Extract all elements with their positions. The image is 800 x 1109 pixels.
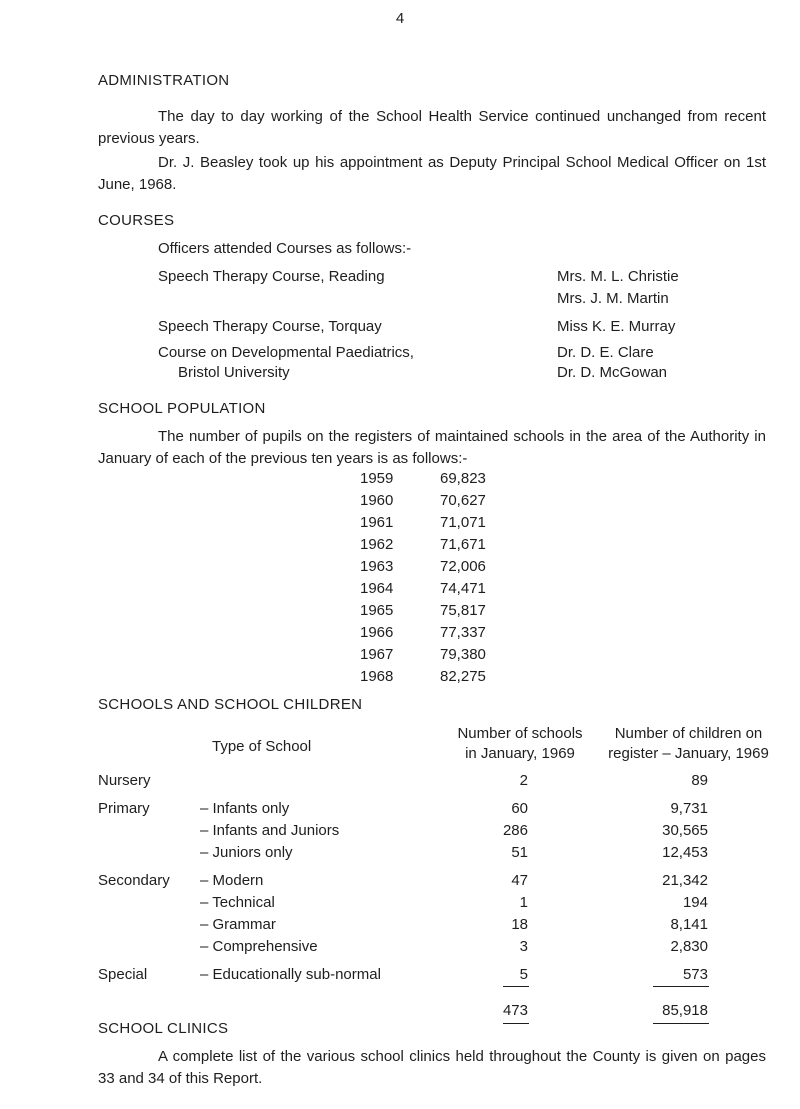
year-cell: 1961 (360, 514, 394, 532)
children-count: 21,342 (662, 872, 708, 889)
school-subtype: – Infants and Juniors (200, 822, 340, 839)
children-count: 194 (682, 894, 708, 911)
school-subtype: – Juniors only (200, 844, 293, 861)
course-officer: Dr. D. McGowan (557, 364, 668, 381)
year-cell: 1966 (360, 624, 394, 642)
courses-heading: COURSES (98, 212, 175, 229)
column-header-children-line-1: Number of children on (614, 725, 763, 742)
schools-count: 47 (511, 872, 528, 889)
pupils-cell: 74,471 (440, 580, 486, 598)
schools-count: 1 (519, 894, 528, 911)
school-subtype: – Grammar (200, 916, 276, 933)
column-header-children-line-2: register – January, 1969 (608, 744, 769, 762)
school-category: Special (98, 966, 148, 983)
schools-total: 473 (502, 1002, 528, 1019)
year-cell: 1967 (360, 646, 394, 664)
year-cell: 1960 (360, 492, 394, 510)
schools-count: 3 (519, 938, 528, 955)
school-subtype: – Educationally sub-normal (200, 966, 381, 983)
school-clinics-heading: SCHOOL CLINICS (98, 1020, 229, 1037)
school-subtype: – Comprehensive (200, 938, 318, 955)
course-officer: Mrs. M. L. Christie (557, 268, 679, 285)
school-population-text: The number of pupils on the registers of maintained schools in the area of the Authority in January of each of the previous ten years is as follows:- (98, 428, 766, 467)
children-count: 12,453 (662, 844, 708, 861)
course-officer: Miss K. E. Murray (557, 318, 676, 335)
children-count: 2,830 (670, 938, 708, 955)
schools-count: 18 (511, 916, 528, 933)
children-count: 9,731 (670, 800, 708, 817)
children-total-rule-bottom (653, 1023, 709, 1024)
page-number: 4 (395, 10, 405, 27)
schools-count: 2 (519, 772, 528, 789)
year-cell: 1965 (360, 602, 394, 620)
administration-paragraph-1-text: The day to day working of the School Health Service continued unchanged from recent previous years. (98, 108, 766, 147)
schools-total-rule-bottom (503, 1023, 529, 1024)
course-name: Speech Therapy Course, Reading (158, 268, 385, 285)
school-population-paragraph (98, 426, 766, 470)
course-officer: Dr. D. E. Clare (557, 344, 654, 361)
pupils-cell: 77,337 (440, 624, 486, 642)
children-total: 85,918 (662, 1002, 708, 1019)
table-row (360, 644, 520, 666)
children-count: 89 (691, 772, 708, 789)
pupils-cell: 75,817 (440, 602, 486, 620)
course-name: Course on Developmental Paediatrics, (158, 344, 414, 361)
course-name: Speech Therapy Course, Torquay (158, 318, 382, 335)
schools-count: 286 (502, 822, 528, 839)
pupils-cell: 82,275 (440, 668, 486, 686)
year-cell: 1963 (360, 558, 394, 576)
year-cell: 1964 (360, 580, 394, 598)
administration-paragraph-2 (98, 152, 766, 196)
table-row (360, 512, 520, 534)
school-category: Secondary (98, 872, 170, 889)
schools-and-children-heading: SCHOOLS AND SCHOOL CHILDREN (98, 696, 363, 713)
table-row (360, 468, 520, 490)
course-officer: Mrs. J. M. Martin (557, 290, 669, 307)
pupils-cell: 70,627 (440, 492, 486, 510)
column-header-children (596, 724, 781, 763)
column-header-schools (445, 724, 595, 763)
year-cell: 1959 (360, 470, 394, 488)
children-count: 8,141 (670, 916, 708, 933)
column-header-schools-line-2: in January, 1969 (465, 744, 575, 762)
schools-count: 60 (511, 800, 528, 817)
schools-count: 51 (511, 844, 528, 861)
pupils-cell: 79,380 (440, 646, 486, 664)
school-category: Nursery (98, 772, 151, 789)
school-subtype: – Infants only (200, 800, 290, 817)
administration-heading: ADMINISTRATION (98, 72, 230, 89)
school-population-heading: SCHOOL POPULATION (98, 400, 266, 417)
pupils-cell: 72,006 (440, 558, 486, 576)
table-row (360, 556, 520, 578)
administration-paragraph-2-text: Dr. J. Beasley took up his appointment as Deputy Principal School Medical Officer on 1st June, 1968. (98, 154, 766, 193)
table-row (360, 534, 520, 556)
children-total-rule-top (653, 986, 709, 987)
course-name-line-2: Bristol University (178, 364, 290, 381)
pupils-cell: 71,071 (440, 514, 486, 532)
school-category: Primary (98, 800, 150, 817)
table-row (360, 622, 520, 644)
table-row (360, 600, 520, 622)
children-count: 573 (682, 966, 708, 983)
school-clinics-text: A complete list of the various school clinics held throughout the County is given on pages 33 and 34 of this Report. (98, 1048, 766, 1087)
year-cell: 1968 (360, 668, 394, 686)
year-cell: 1962 (360, 536, 394, 554)
school-subtype: – Modern (200, 872, 264, 889)
schools-count: 5 (519, 966, 528, 983)
children-count: 30,565 (662, 822, 708, 839)
table-row (360, 666, 520, 688)
courses-intro: Officers attended Courses as follows:- (158, 240, 412, 257)
pupils-cell: 71,671 (440, 536, 486, 554)
population-table (360, 468, 520, 688)
column-header-type: Type of School (212, 738, 312, 755)
table-row (360, 490, 520, 512)
column-header-schools-line-1: Number of schools (457, 725, 583, 742)
table-row (360, 578, 520, 600)
schools-total-rule-top (503, 986, 529, 987)
administration-paragraph-1 (98, 106, 766, 150)
school-subtype: – Technical (200, 894, 275, 911)
pupils-cell: 69,823 (440, 470, 486, 488)
school-clinics-paragraph (98, 1046, 766, 1090)
